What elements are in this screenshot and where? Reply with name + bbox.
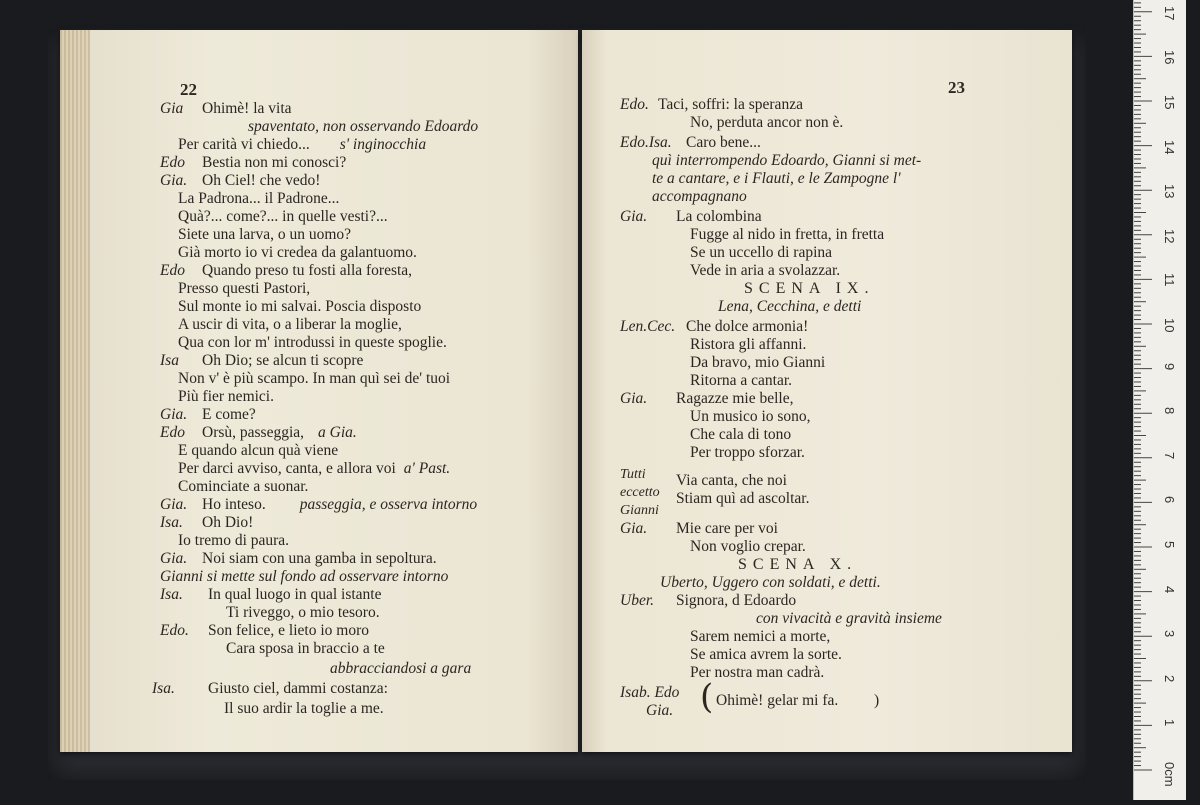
text-line: Sarem nemici a morte,	[690, 628, 831, 645]
stage-direction: Uberto, Uggero con soldati, e detti.	[660, 574, 881, 591]
stage-direction: spaventato, non osservando Edoardo	[248, 118, 479, 135]
text-line: Un musico io sono,	[690, 408, 811, 425]
text-line: Gia. Ragazze mie belle,	[620, 390, 794, 407]
text-line: Siete una larva, o un uomo?	[178, 226, 352, 243]
text-line: Gia. Noi siam con una gamba in sepoltura.	[160, 550, 437, 567]
ruler-number: 8	[1162, 407, 1177, 415]
ruler-unit: 0cm	[1162, 762, 1177, 787]
text-line: Isa. Giusto ciel, dammi costanza:	[152, 680, 388, 697]
stage-direction: abbracciandosi a gara	[330, 660, 472, 677]
text-line: Per nostra man cadrà.	[690, 664, 825, 681]
speaker-label: Gianni	[620, 503, 659, 518]
speaker-label: eccetto	[620, 485, 660, 500]
text-line: Non v' è più scampo. In man quì sei de' tuoi	[178, 370, 451, 387]
text-line: Ritorna a cantar.	[690, 372, 792, 389]
right-page-number: 23	[948, 78, 965, 97]
text-line: A uscir di vita, o a liberar la moglie,	[178, 316, 402, 333]
scene-heading: SCENA IX.	[744, 280, 875, 297]
text-line: Gia Ohimè! la vita	[160, 100, 292, 117]
text-line: Edo.Isa. Caro bene...	[620, 134, 761, 151]
stage-direction: Gianni si mette sul fondo ad osservare intorno	[160, 568, 449, 585]
ruler-number: 11	[1162, 273, 1177, 287]
text-line: Edo Bestia non mi conosci?	[160, 154, 347, 171]
text-line: Cominciate a suonar.	[178, 478, 309, 495]
text-line: Che cala di tono	[690, 426, 792, 443]
text-line: Ti riveggo, o mio tesoro.	[226, 604, 380, 621]
ruler-number: 1	[1162, 719, 1177, 727]
text-line: Uber. Signora, d Edoardo	[620, 592, 797, 609]
text-line: Fugge al nido in fretta, in fretta	[690, 226, 885, 243]
ruler-number: 12	[1162, 228, 1177, 244]
text-line: Se un uccello di rapina	[690, 244, 833, 261]
text-line: Qua con lor m' introdussi in queste spoglie.	[178, 334, 447, 351]
text-line: Il suo ardir la toglie a me.	[224, 700, 384, 717]
text-line: Vede in aria a svolazzar.	[690, 262, 841, 279]
scene-heading: SCENA X.	[738, 556, 858, 573]
text-line: Cara sposa in braccio a te	[226, 640, 385, 657]
text-line: E quando alcun quà viene	[178, 442, 339, 459]
stage-direction: con vivacità e gravità insieme	[756, 610, 942, 627]
stage-direction: te a cantare, e i Flauti, e le Zampogne l'	[652, 170, 901, 187]
text-line: Isa. In qual luogo in qual istante	[160, 586, 382, 603]
stage-direction: accompagnano	[652, 188, 747, 205]
text-line: Sul monte io mi salvai. Poscia disposto	[178, 298, 422, 315]
ruler-number: 3	[1162, 630, 1177, 638]
text-line: Non voglio crepar.	[690, 538, 806, 555]
speaker-label: Isab. Edo	[620, 684, 680, 701]
text-line: Edo. Son felice, e lieto io moro	[160, 622, 369, 639]
brace-right: )	[874, 692, 880, 709]
brace-left: (	[700, 677, 714, 717]
text-line: Len.Cec. Che dolce armonia!	[620, 318, 809, 335]
text-line: Isa. Oh Dio!	[160, 514, 254, 531]
text-line: Per darci avviso, canta, e allora voi a' Past.	[178, 460, 451, 477]
left-page-number: 22	[180, 80, 197, 99]
ruler-ticks	[1134, 0, 1186, 800]
text-line: La Padrona... il Padrone...	[178, 190, 340, 207]
text-line: Ohimè! gelar mi fa.	[716, 692, 839, 709]
ruler-number: 17	[1162, 5, 1177, 21]
text-line: Gia. E come?	[160, 406, 256, 423]
ruler-number: 4	[1162, 585, 1177, 593]
text-line: Stiam quì ad ascoltar.	[676, 490, 810, 507]
text-line: Se amica avrem la sorte.	[690, 646, 842, 663]
text-line: Gia. Ho inteso. passeggia, e osserva intorno	[160, 496, 478, 513]
text-line: Presso questi Pastori,	[178, 280, 311, 297]
text-line: Più fier nemici.	[178, 388, 274, 405]
text-line: Edo Quando preso tu fosti alla foresta,	[160, 262, 413, 279]
ruler-number: 15	[1162, 95, 1177, 110]
text-line: Quà?... come?... in quelle vesti?...	[178, 208, 388, 225]
text-line: Gia. Oh Ciel! che vedo!	[160, 172, 321, 189]
ruler-number: 6	[1162, 496, 1177, 504]
speaker-label: Tutti	[620, 467, 646, 482]
text-line: No, perduta ancor non è.	[690, 114, 844, 131]
text-line: Per carità vi chiedo... s' inginocchia	[178, 136, 427, 153]
text-line: Gia. Mie care per voi	[620, 520, 778, 537]
text-line: Per troppo sforzar.	[690, 444, 805, 461]
text-line: Già morto io vi credea da galantuomo.	[178, 244, 417, 261]
ruler-number: 14	[1162, 139, 1177, 155]
text-line: Edo Orsù, passeggia, a Gia.	[160, 424, 357, 441]
stage-direction: quì interrompendo Edoardo, Gianni si met-	[652, 152, 922, 169]
ruler-number: 7	[1162, 451, 1177, 460]
measuring-ruler	[1133, 0, 1186, 800]
text-line: Da bravo, mio Gianni	[690, 354, 826, 371]
text-line: Ristora gli affanni.	[690, 336, 807, 353]
text-line: Io tremo di paura.	[178, 532, 290, 549]
text-line: Via canta, che noi	[676, 472, 787, 489]
stage-direction: Lena, Cecchina, e detti	[718, 298, 862, 315]
text-line: Edo. Taci, soffri: la speranza	[620, 96, 803, 113]
ruler-number: 9	[1162, 362, 1177, 370]
text-line: Gia. La colombina	[620, 208, 762, 225]
ruler-number: 5	[1162, 541, 1177, 549]
ruler-number: 10	[1162, 318, 1177, 333]
text-line: Isa Oh Dio; se alcun ti scopre	[160, 352, 364, 369]
ruler-number: 13	[1162, 184, 1177, 199]
ruler-number: 2	[1162, 674, 1177, 683]
page-edges	[60, 30, 90, 752]
ruler-number: 16	[1162, 50, 1177, 65]
speaker-label: Gia.	[646, 702, 674, 719]
